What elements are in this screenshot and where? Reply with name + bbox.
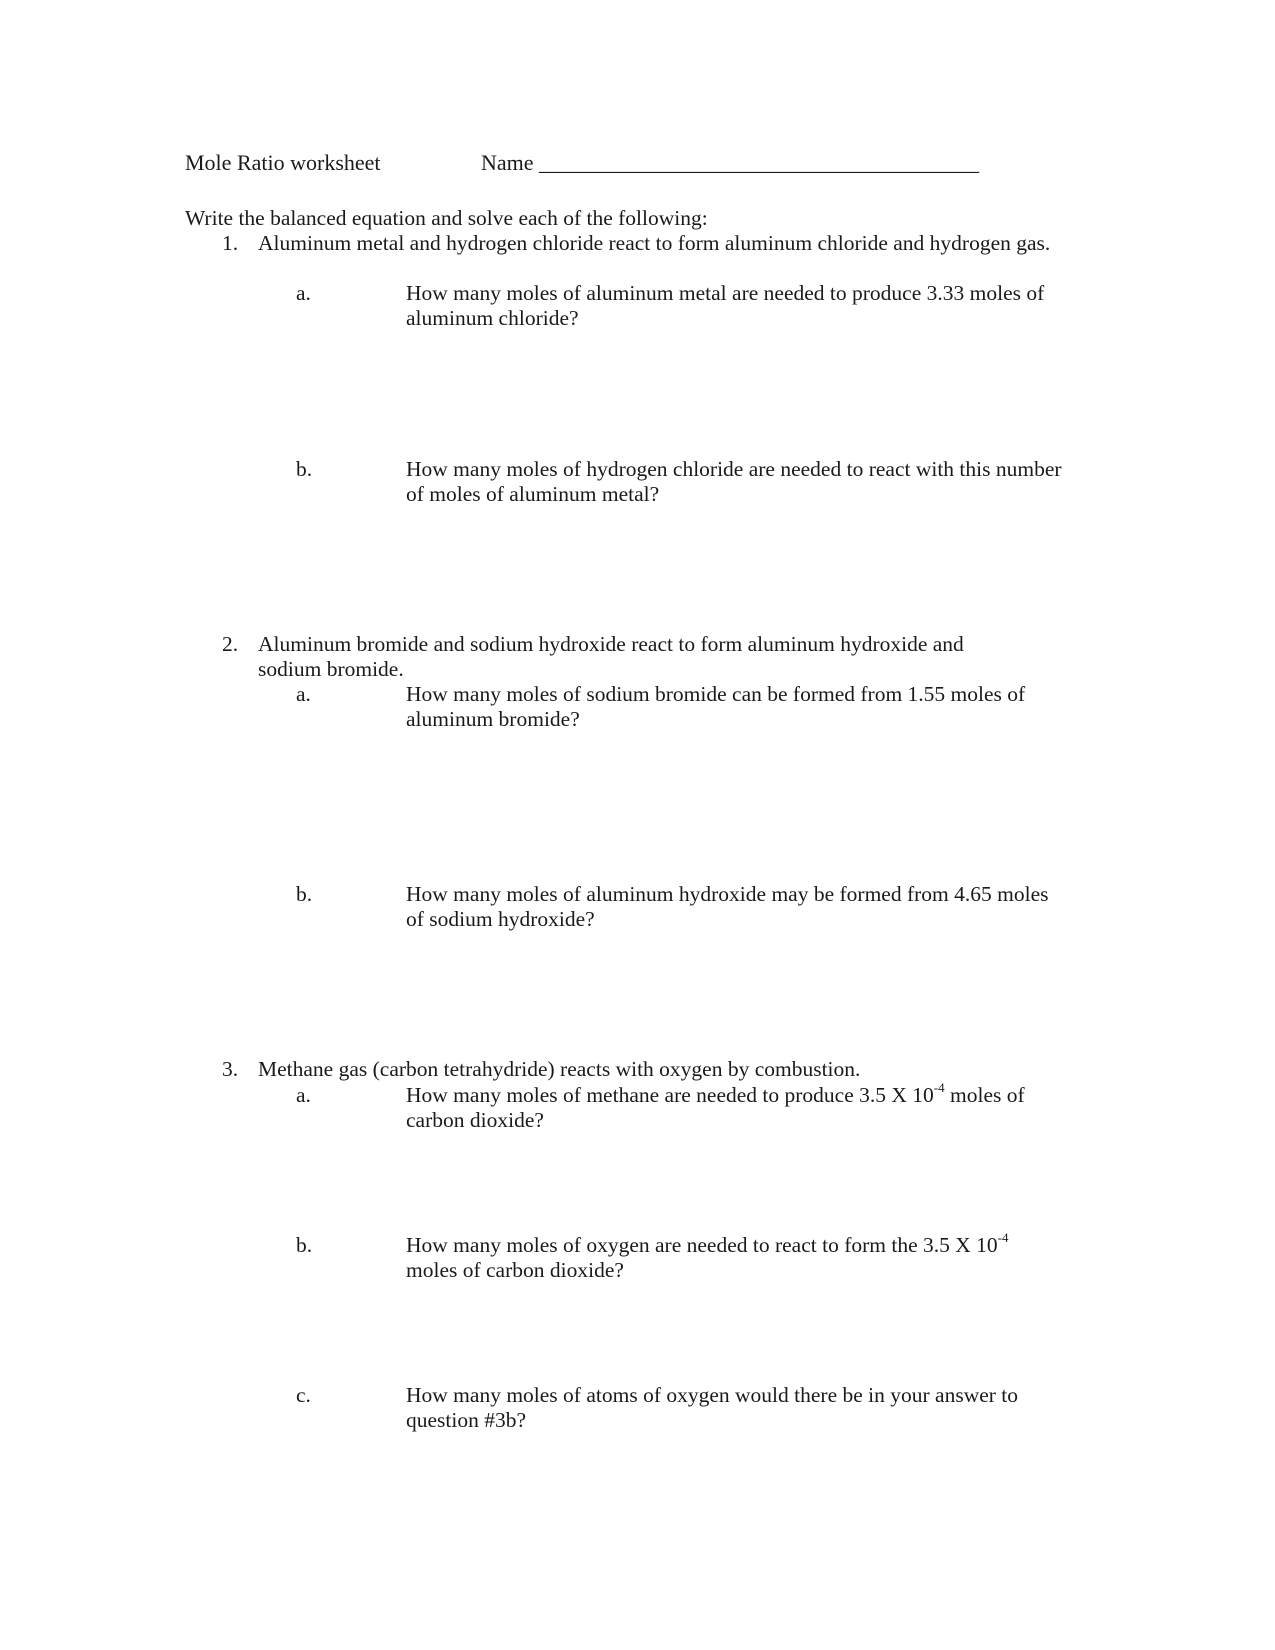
worksheet-title: Mole Ratio worksheet — [185, 150, 381, 175]
part-text — [406, 1079, 1081, 1133]
part-text: How many moles of aluminum hydroxide may be formed from 4.65 moles of sodium hydroxide? — [406, 882, 1049, 931]
exponent: -4 — [933, 1079, 945, 1095]
part-text-end: moles of carbon dioxide? — [406, 1083, 1025, 1132]
part-letter: a. — [296, 281, 311, 305]
part-letter: a. — [296, 1083, 311, 1107]
part-text: How many moles of sodium bromide can be formed from 1.55 moles of aluminum bromide? — [406, 682, 1026, 731]
part-letter: b. — [296, 457, 313, 481]
question-number: 1. — [222, 231, 239, 255]
part-letter: a. — [296, 682, 311, 706]
part-text — [406, 1229, 1056, 1283]
part-text: How many moles of hydrogen chloride are needed to react with this number of moles of aluminum metal? — [406, 457, 1062, 506]
part-text-start: How many moles of oxygen are needed to react to form the 3.5 X 10 — [406, 1233, 998, 1257]
part-text: How many moles of atoms of oxygen would there be in your answer to question #3b? — [406, 1383, 1019, 1432]
question-number: 2. — [222, 632, 239, 656]
question-text: Methane gas (carbon tetrahydride) reacts with oxygen by combustion. — [258, 1057, 861, 1081]
part-text: How many moles of aluminum metal are needed to produce 3.33 moles of aluminum chloride? — [406, 281, 1045, 330]
part-letter: c. — [296, 1383, 311, 1407]
question-text: Aluminum metal and hydrogen chloride react to form aluminum chloride and hydrogen gas. — [258, 231, 1051, 255]
question-text: Aluminum bromide and sodium hydroxide react to form aluminum hydroxide and sodium bromide. — [258, 632, 964, 681]
part-letter: b. — [296, 882, 313, 906]
part-text-start: How many moles of methane are needed to produce 3.5 X 10 — [406, 1083, 934, 1107]
instructions: Write the balanced equation and solve each of the following: — [185, 206, 708, 230]
question-number: 3. — [222, 1057, 239, 1081]
part-text-end: moles of carbon dioxide? — [406, 1258, 624, 1282]
part-letter: b. — [296, 1233, 313, 1257]
exponent: -4 — [997, 1229, 1009, 1245]
name-field[interactable]: Name ________________________________________ — [481, 150, 980, 175]
